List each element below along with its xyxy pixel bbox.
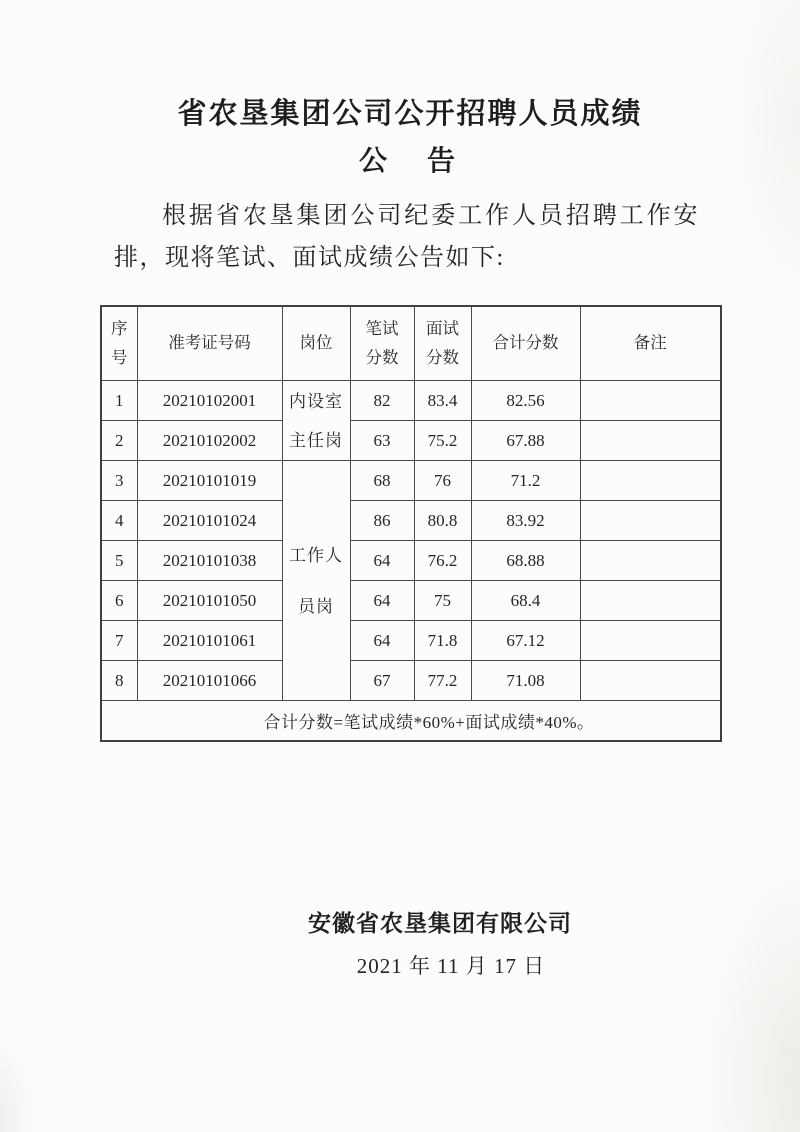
- position-cell: 内设室主任岗: [282, 381, 350, 461]
- interview-score-cell: 80.8: [414, 501, 471, 541]
- header-exam-number: 准考证号码: [137, 306, 282, 381]
- table-row: [101, 621, 721, 661]
- remark-cell: [580, 421, 721, 461]
- written-score-cell: 82: [350, 381, 414, 421]
- page-title: 省农垦集团公司公开招聘人员成绩: [177, 98, 643, 130]
- intro-paragraph: 根据省农垦集团公司纪委工作人员招聘工作安排，现将笔试、面试成绩公告如下:: [114, 203, 699, 271]
- header-interview-score: 面试分数: [414, 306, 471, 381]
- remark-cell: [580, 461, 721, 501]
- seq-cell: 6: [101, 581, 137, 621]
- header-position: 岗位: [282, 306, 350, 381]
- score-formula-note: 合计分数=笔试成绩*60%+面试成绩*40%。: [101, 701, 721, 742]
- exam-number-cell: 20210102002: [137, 421, 282, 461]
- written-score-cell: 64: [350, 581, 414, 621]
- table-row: [101, 581, 721, 621]
- total-score-cell: 68.88: [471, 541, 580, 581]
- total-score-cell: 67.12: [471, 621, 580, 661]
- seq-cell: 8: [101, 661, 137, 701]
- header-written-score: 笔试分数: [350, 306, 414, 381]
- exam-number-cell: 20210101066: [137, 661, 282, 701]
- document-content: [0, 96, 800, 980]
- exam-number-cell: 20210101019: [137, 461, 282, 501]
- interview-score-cell: 75: [414, 581, 471, 621]
- exam-number-cell: 20210101038: [137, 541, 282, 581]
- exam-number-cell: 20210101024: [137, 501, 282, 541]
- total-score-cell: 68.4: [471, 581, 580, 621]
- seq-cell: 3: [101, 461, 137, 501]
- written-score-cell: 64: [350, 621, 414, 661]
- signature-block: [100, 908, 720, 980]
- table-row: [101, 541, 721, 581]
- remark-cell: [580, 501, 721, 541]
- table-row: [101, 661, 721, 701]
- remark-cell: [580, 661, 721, 701]
- seq-cell: 2: [101, 421, 137, 461]
- remark-cell: [580, 541, 721, 581]
- total-score-cell: 71.2: [471, 461, 580, 501]
- total-score-cell: 67.88: [471, 421, 580, 461]
- total-score-cell: 71.08: [471, 661, 580, 701]
- announcement-subtitle: 公 告: [358, 145, 461, 176]
- interview-score-cell: 83.4: [414, 381, 471, 421]
- interview-score-cell: 76: [414, 461, 471, 501]
- written-score-cell: 86: [350, 501, 414, 541]
- table-row: [101, 461, 721, 501]
- table-row: [101, 381, 721, 421]
- table-note-row: [101, 701, 721, 742]
- table-header-row: [101, 306, 721, 381]
- written-score-cell: 68: [350, 461, 414, 501]
- interview-score-cell: 76.2: [414, 541, 471, 581]
- header-total-score: 合计分数: [471, 306, 580, 381]
- table-row: [101, 421, 721, 461]
- written-score-cell: 64: [350, 541, 414, 581]
- remark-cell: [580, 381, 721, 421]
- written-score-cell: 67: [350, 661, 414, 701]
- total-score-cell: 82.56: [471, 381, 580, 421]
- interview-score-cell: 77.2: [414, 661, 471, 701]
- signature-date: 2021 年 11 月 17 日: [356, 954, 546, 978]
- interview-score-cell: 75.2: [414, 421, 471, 461]
- header-seq: 序号: [101, 306, 137, 381]
- table-row: [101, 501, 721, 541]
- scores-table: [100, 305, 722, 742]
- exam-number-cell: 20210101061: [137, 621, 282, 661]
- seq-cell: 5: [101, 541, 137, 581]
- seq-cell: 4: [101, 501, 137, 541]
- exam-number-cell: 20210102001: [137, 381, 282, 421]
- seq-cell: 1: [101, 381, 137, 421]
- exam-number-cell: 20210101050: [137, 581, 282, 621]
- position-cell: 工作人员岗: [282, 461, 350, 701]
- total-score-cell: 83.92: [471, 501, 580, 541]
- remark-cell: [580, 621, 721, 661]
- remark-cell: [580, 581, 721, 621]
- seq-cell: 7: [101, 621, 137, 661]
- interview-score-cell: 71.8: [414, 621, 471, 661]
- written-score-cell: 63: [350, 421, 414, 461]
- company-signature: 安徽省农垦集团有限公司: [308, 910, 572, 936]
- header-remark: 备注: [580, 306, 721, 381]
